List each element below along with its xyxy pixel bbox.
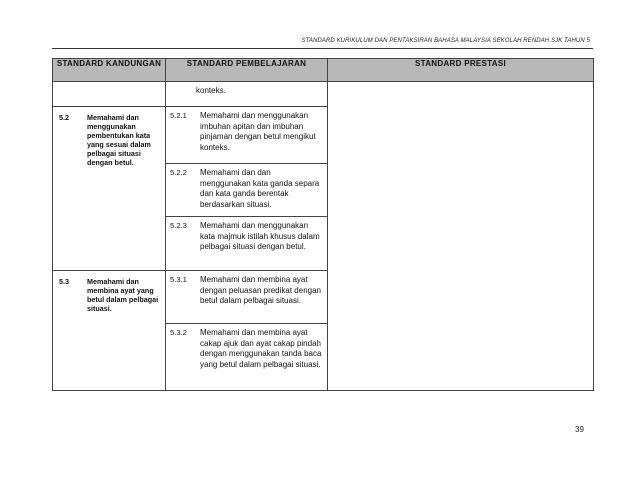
pembelajaran-number: 5.3.1 xyxy=(170,275,187,284)
pembelajaran-text: Memahami dan menggunakan kata majmuk istilah khusus dalam pelbagai situasi dengan betul. xyxy=(200,221,320,252)
prestasi-cell xyxy=(328,82,594,391)
pembelajaran-text: Memahami dan menggunakan imbuhan apitan dan imbuhan pinjaman dengan betul mengikut konteks. xyxy=(200,111,316,152)
curriculum-table xyxy=(52,58,594,391)
pembelajaran-text: Memahami dan membina ayat cakap ajuk dan ayat cakap pindah dengan menggunakan tanda baca yang betul dalam pelbagai situasi. xyxy=(200,328,322,369)
pembelajaran-number: 5.2.3 xyxy=(170,221,187,230)
kandungan-text: Memahami dan membina ayat yang betul dalam pelbagai situasi. xyxy=(87,277,159,313)
kandungan-number: 5.2 xyxy=(59,113,69,122)
kandungan-cell-empty xyxy=(53,82,166,107)
pembelajaran-cell xyxy=(166,271,328,324)
header-rule xyxy=(52,48,593,49)
pembelajaran-text: Memahami dan dan menggunakan kata ganda separa dan kata ganda berentak berdasarkan situasi. xyxy=(200,168,320,209)
kandungan-text: Memahami dan menggunakan pembentukan kata yang sesuai dalam pelbagai situasi dengan betul. xyxy=(87,113,151,167)
kandungan-cell xyxy=(53,271,166,391)
continuation-text: konteks. xyxy=(196,86,226,95)
pembelajaran-cell xyxy=(166,107,328,164)
pembelajaran-number: 5.2.2 xyxy=(170,168,187,177)
kandungan-cell xyxy=(53,107,166,271)
pembelajaran-text: Memahami dan membina ayat dengan peluasan predikat dengan betul dalam pelbagai situasi. xyxy=(200,275,321,306)
column-header-prestasi: STANDARD PRESTASI xyxy=(328,59,594,82)
pembelajaran-number: 5.2.1 xyxy=(170,111,187,120)
table-header-row xyxy=(53,59,594,82)
kandungan-number: 5.3 xyxy=(59,277,69,286)
pembelajaran-cell xyxy=(166,324,328,391)
column-header-pembelajaran: STANDARD PEMBELAJARAN xyxy=(166,59,328,82)
pembelajaran-number: 5.3.2 xyxy=(170,328,187,337)
column-header-kandungan: STANDARD KANDUNGAN xyxy=(53,59,166,82)
table-row xyxy=(53,82,594,107)
pembelajaran-cell xyxy=(166,164,328,217)
page-number: 39 xyxy=(575,425,584,434)
pembelajaran-cell xyxy=(166,217,328,271)
continuation-cell xyxy=(166,82,328,107)
running-header: STANDARD KURIKULUM DAN PENTAKSIRAN BAHASA MALAYSIA SEKOLAH RENDAH SJK TAHUN 5 xyxy=(301,38,590,44)
